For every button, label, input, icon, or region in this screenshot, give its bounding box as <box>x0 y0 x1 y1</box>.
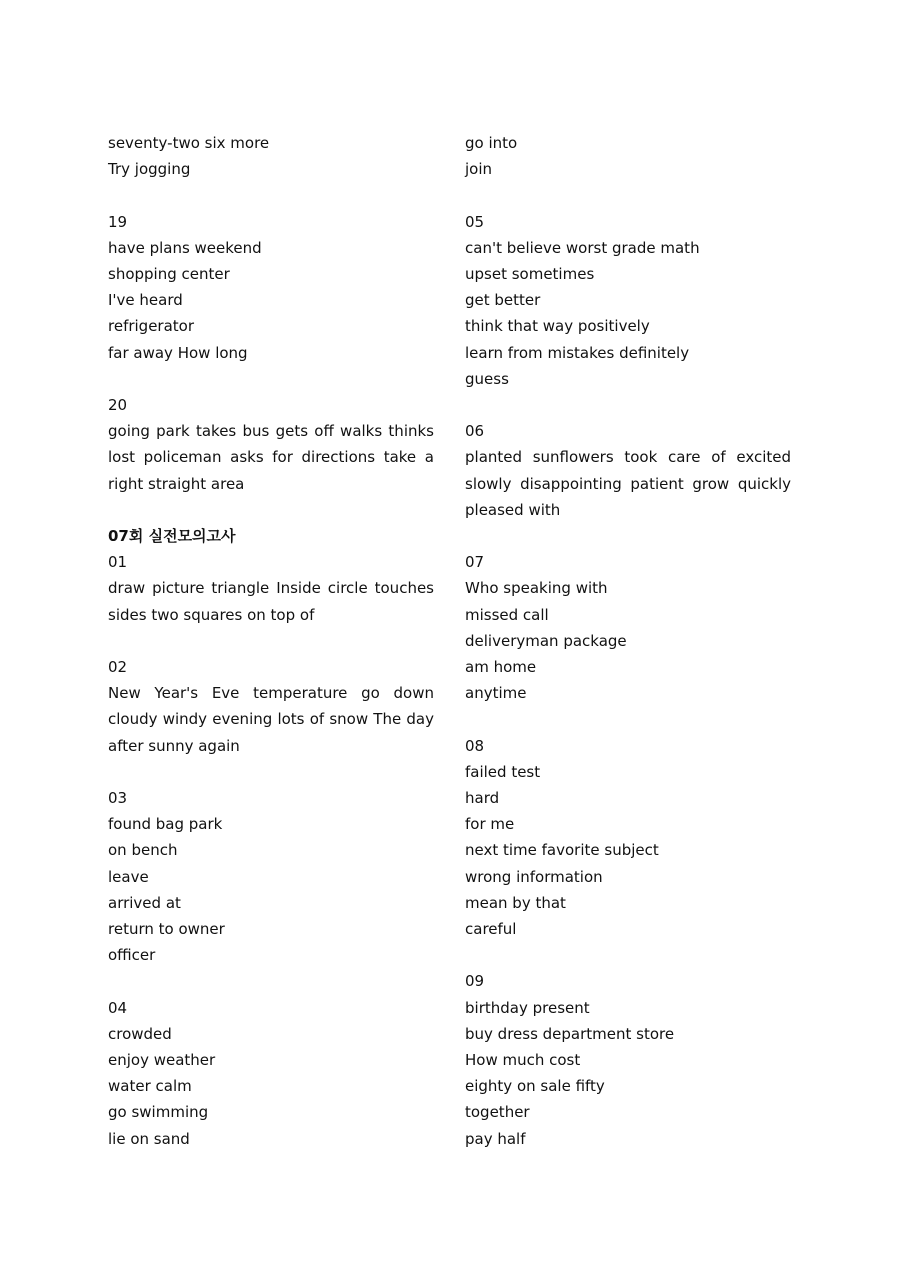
answer-line: leave <box>108 867 149 886</box>
answer-line: far away How long <box>108 343 248 362</box>
answer-line: enjoy weather <box>108 1051 216 1070</box>
answer-line: hard <box>465 789 500 808</box>
answer-block-02 <box>108 654 434 759</box>
answer-block-04 <box>108 995 434 1152</box>
answer-block-07 <box>465 549 791 706</box>
answer-line: am home <box>465 658 537 677</box>
answer-paragraph: going park takes bus gets off walks thinks lost policeman asks for directions take a right straight area <box>108 422 434 493</box>
right-column <box>465 130 791 1152</box>
answer-block-03 <box>108 785 434 968</box>
answer-line: join <box>465 160 493 179</box>
answer-line: guess <box>465 369 509 388</box>
question-number: 05 <box>465 212 485 231</box>
answer-line: on bench <box>108 841 178 860</box>
answer-line: wrong information <box>465 867 603 886</box>
answer-line: shopping center <box>108 265 230 283</box>
answer-line: refrigerator <box>108 317 195 336</box>
answer-line: water calm <box>108 1077 192 1096</box>
answer-block-05 <box>465 209 791 392</box>
answer-paragraph: New Year's Eve temperature go down cloudy windy evening lots of snow The day after sunny again <box>108 684 434 755</box>
answer-block-18-continued <box>108 130 434 182</box>
answer-line: mean by that <box>465 893 566 912</box>
answer-block-20 <box>108 392 434 497</box>
answer-line: seventy-two six more <box>108 134 270 152</box>
answer-line: learn from mistakes definitely <box>465 343 690 362</box>
answer-line: Try jogging <box>108 160 191 179</box>
answer-line: missed call <box>465 605 549 624</box>
section-07 <box>108 523 434 628</box>
answer-line: pay half <box>465 1129 526 1148</box>
answer-block-continued <box>465 130 791 182</box>
question-number: 07 <box>465 553 485 572</box>
answer-line: get better <box>465 291 541 310</box>
answer-block-08 <box>465 733 791 943</box>
question-number: 20 <box>108 396 128 414</box>
answer-line: anytime <box>465 684 527 703</box>
answer-paragraph: draw picture triangle Inside circle touches sides two squares on top of <box>108 579 434 624</box>
answer-line: for me <box>465 815 515 834</box>
question-number: 19 <box>108 212 128 231</box>
answer-line: upset sometimes <box>465 265 595 283</box>
answer-line: go into <box>465 134 518 152</box>
answer-line: deliveryman package <box>465 631 627 650</box>
answer-block-06 <box>465 418 791 523</box>
question-number: 01 <box>108 553 128 572</box>
answer-line: I've heard <box>108 291 183 310</box>
answer-line: next time favorite subject <box>465 841 659 860</box>
answer-line: Who speaking with <box>465 579 608 598</box>
left-column <box>108 130 434 1152</box>
answer-line: can't believe worst grade math <box>465 238 700 257</box>
answer-line: return to owner <box>108 920 225 939</box>
answer-paragraph: planted sunflowers took care of excited slowly disappointing patient grow quickly pleased with <box>465 448 791 519</box>
question-number: 04 <box>108 998 128 1017</box>
answer-line: lie on sand <box>108 1129 190 1148</box>
answer-line: buy dress department store <box>465 1024 675 1043</box>
answer-line: officer <box>108 946 156 965</box>
answer-line: arrived at <box>108 893 181 912</box>
answer-line: have plans weekend <box>108 238 262 257</box>
answer-line: eighty on sale fifty <box>465 1077 605 1096</box>
question-number: 03 <box>108 789 128 807</box>
answer-line: found bag park <box>108 815 223 834</box>
answer-line: go swimming <box>108 1103 209 1122</box>
answer-block-19 <box>108 209 434 366</box>
answer-line: birthday present <box>465 998 590 1017</box>
question-number: 02 <box>108 658 128 676</box>
answer-line: crowded <box>108 1024 172 1043</box>
question-number: 09 <box>465 972 485 991</box>
answer-block-09 <box>465 968 791 1151</box>
section-title: 07회 실전모의고사 <box>108 527 236 545</box>
question-number: 08 <box>465 736 485 755</box>
answer-line: failed test <box>465 762 541 781</box>
answer-line: together <box>465 1103 530 1122</box>
question-number: 06 <box>465 422 485 441</box>
answer-line: think that way positively <box>465 317 650 336</box>
answer-line: How much cost <box>465 1051 581 1070</box>
answer-line: careful <box>465 920 517 939</box>
